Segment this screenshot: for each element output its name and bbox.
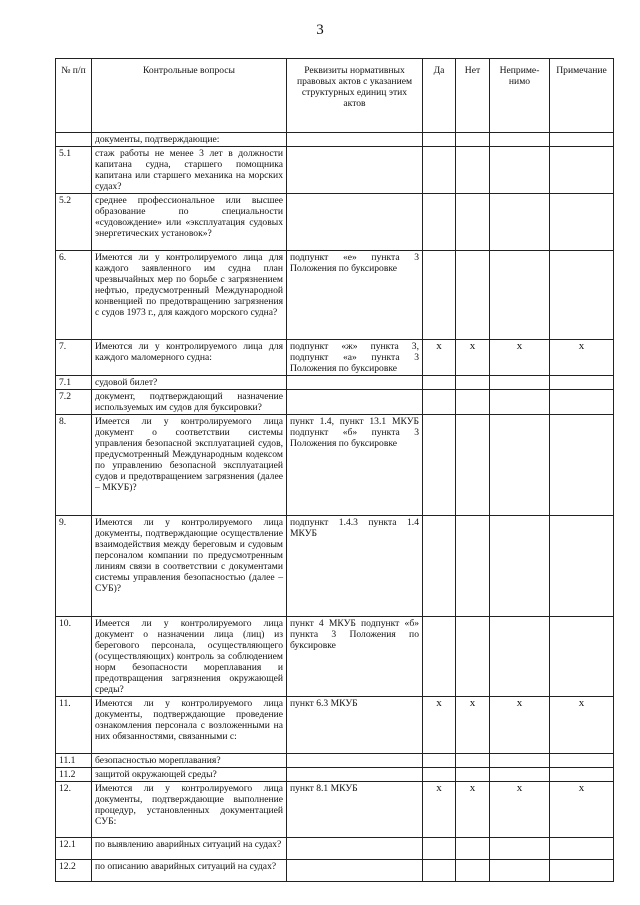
row-yes bbox=[423, 754, 456, 768]
row-question: Имеются ли у контролируемого лица для каждого маломерного судна: bbox=[92, 340, 287, 376]
row-yes bbox=[423, 617, 456, 697]
row-note bbox=[550, 415, 614, 516]
row-requisites: пункт 6.3 МКУБ bbox=[287, 697, 423, 754]
table-row bbox=[56, 754, 614, 768]
row-number bbox=[56, 133, 92, 147]
row-note bbox=[550, 754, 614, 768]
row-na bbox=[490, 754, 550, 768]
page-number: 3 bbox=[316, 22, 324, 38]
row-na bbox=[490, 617, 550, 697]
row-no bbox=[456, 415, 490, 516]
row-note bbox=[550, 390, 614, 415]
row-note: х bbox=[550, 697, 614, 754]
row-question: документы, подтверждающие: bbox=[92, 133, 287, 147]
row-requisites bbox=[287, 376, 423, 390]
row-na bbox=[490, 516, 550, 617]
row-yes bbox=[423, 415, 456, 516]
header-na: Непримeнимо bbox=[490, 59, 550, 133]
row-number: 11.2 bbox=[56, 768, 92, 782]
row-number: 7.2 bbox=[56, 390, 92, 415]
row-question: Имеется ли у контролируемого лица документ о назначении лица (лиц) из берегового персонала, осуществляющего (осуществляющих) контроль за соблюдением норм безопасности мореплавания и предотвращения загрязнения окружающей среды? bbox=[92, 617, 287, 697]
row-na: х bbox=[490, 340, 550, 376]
table-header-row bbox=[56, 59, 614, 133]
row-yes bbox=[423, 838, 456, 860]
row-yes: х bbox=[423, 340, 456, 376]
row-question: Имеются ли у контролируемого лица документы, подтверждающие выполнение процедур, установленных документацией СУБ: bbox=[92, 782, 287, 838]
row-requisites bbox=[287, 838, 423, 860]
table-row bbox=[56, 516, 614, 617]
row-requisites bbox=[287, 860, 423, 882]
row-no bbox=[456, 754, 490, 768]
row-note bbox=[550, 251, 614, 340]
row-no bbox=[456, 768, 490, 782]
table-row bbox=[56, 782, 614, 838]
row-number: 12. bbox=[56, 782, 92, 838]
row-no bbox=[456, 194, 490, 251]
row-yes bbox=[423, 516, 456, 617]
row-question: защитой окружающей среды? bbox=[92, 768, 287, 782]
table-row bbox=[56, 376, 614, 390]
row-requisites: пункт 1.4, пункт 13.1 МКУБ подпункт «б» пункта 3 Положения по буксировке bbox=[287, 415, 423, 516]
row-na bbox=[490, 838, 550, 860]
row-number: 12.2 bbox=[56, 860, 92, 882]
header-question: Контрольные вопросы bbox=[92, 59, 287, 133]
row-yes bbox=[423, 376, 456, 390]
header-note: Примечание bbox=[550, 59, 614, 133]
row-number: 5.2 bbox=[56, 194, 92, 251]
header-no: Нет bbox=[456, 59, 490, 133]
row-na bbox=[490, 147, 550, 194]
row-na bbox=[490, 860, 550, 882]
row-no bbox=[456, 251, 490, 340]
row-note bbox=[550, 133, 614, 147]
row-number: 11.1 bbox=[56, 754, 92, 768]
row-yes bbox=[423, 251, 456, 340]
row-na bbox=[490, 768, 550, 782]
row-requisites: пункт 8.1 МКУБ bbox=[287, 782, 423, 838]
row-note bbox=[550, 147, 614, 194]
row-requisites bbox=[287, 768, 423, 782]
row-na bbox=[490, 251, 550, 340]
table-row bbox=[56, 415, 614, 516]
row-number: 11. bbox=[56, 697, 92, 754]
row-note bbox=[550, 768, 614, 782]
row-na bbox=[490, 133, 550, 147]
row-question: стаж работы не менее 3 лет в должности капитана судна, старшего помощника капитана или старшего механика на морских судах? bbox=[92, 147, 287, 194]
row-number: 5.1 bbox=[56, 147, 92, 194]
row-number: 12.1 bbox=[56, 838, 92, 860]
row-question: Имеются ли у контролируемого лица документы, подтверждающие осуществление взаимодействия между береговым и судовым персоналом компании по предусмотренным линиям связи в соответствии с документами системы управления безопасностью (далее – СУБ)? bbox=[92, 516, 287, 617]
row-note: х bbox=[550, 782, 614, 838]
header-num: № п/п bbox=[56, 59, 92, 133]
row-requisites bbox=[287, 194, 423, 251]
row-na bbox=[490, 390, 550, 415]
row-na bbox=[490, 376, 550, 390]
row-no bbox=[456, 147, 490, 194]
row-number: 7.1 bbox=[56, 376, 92, 390]
table-row bbox=[56, 390, 614, 415]
row-requisites bbox=[287, 133, 423, 147]
row-number: 6. bbox=[56, 251, 92, 340]
row-no bbox=[456, 390, 490, 415]
row-requisites: пункт 4 МКУБ подпункт «б» пункта 3 Положения по буксировке bbox=[287, 617, 423, 697]
row-no bbox=[456, 860, 490, 882]
row-no: х bbox=[456, 340, 490, 376]
table-row bbox=[56, 340, 614, 376]
row-question: Имеются ли у контролируемого лица документы, подтверждающие проведение ознакомления персонала с возложенными на них обязанностями, связанными с: bbox=[92, 697, 287, 754]
row-number: 8. bbox=[56, 415, 92, 516]
row-yes: х bbox=[423, 697, 456, 754]
row-question: судовой билет? bbox=[92, 376, 287, 390]
row-note bbox=[550, 617, 614, 697]
row-requisites bbox=[287, 390, 423, 415]
table-row bbox=[56, 838, 614, 860]
row-note bbox=[550, 194, 614, 251]
header-yes: Да bbox=[423, 59, 456, 133]
row-note bbox=[550, 516, 614, 617]
row-question: Имеются ли у контролируемого лица для каждого заявленного им судна план чрезвычайных мер по борьбе с загрязнением нефтью, предусмотренный Международной конвенцией по предотвращению загрязнения с судов 1973 г., для каждого морского судна? bbox=[92, 251, 287, 340]
row-yes bbox=[423, 390, 456, 415]
row-no bbox=[456, 838, 490, 860]
row-note: х bbox=[550, 340, 614, 376]
table-row bbox=[56, 147, 614, 194]
row-requisites: подпункт «е» пункта 3 Положения по буксировке bbox=[287, 251, 423, 340]
row-note bbox=[550, 838, 614, 860]
table-row bbox=[56, 194, 614, 251]
checklist-table bbox=[55, 58, 614, 882]
row-no: х bbox=[456, 782, 490, 838]
row-requisites bbox=[287, 147, 423, 194]
row-requisites: подпункт «ж» пункта 3, подпункт «а» пункта 3 Положения по буксировке bbox=[287, 340, 423, 376]
table-row bbox=[56, 768, 614, 782]
row-requisites: подпункт 1.4.3 пункта 1.4 МКУБ bbox=[287, 516, 423, 617]
row-requisites bbox=[287, 754, 423, 768]
table-row bbox=[56, 251, 614, 340]
row-note bbox=[550, 860, 614, 882]
table-row bbox=[56, 697, 614, 754]
row-number: 10. bbox=[56, 617, 92, 697]
table-row bbox=[56, 133, 614, 147]
row-question: по описанию аварийных ситуаций на судах? bbox=[92, 860, 287, 882]
row-question: документ, подтверждающий назначение используемых им судов для буксировки? bbox=[92, 390, 287, 415]
row-number: 7. bbox=[56, 340, 92, 376]
row-no: х bbox=[456, 697, 490, 754]
row-na bbox=[490, 194, 550, 251]
row-question: по выявлению аварийных ситуаций на судах? bbox=[92, 838, 287, 860]
row-question: безопасностью мореплавания? bbox=[92, 754, 287, 768]
row-note bbox=[550, 376, 614, 390]
row-question: среднее профессиональное или высшее образование по специальности «судовождение» или «эксплуатация судовых энергетических установок»? bbox=[92, 194, 287, 251]
row-yes: х bbox=[423, 782, 456, 838]
row-no bbox=[456, 133, 490, 147]
row-no bbox=[456, 376, 490, 390]
row-no bbox=[456, 617, 490, 697]
table-row bbox=[56, 617, 614, 697]
row-yes bbox=[423, 133, 456, 147]
row-yes bbox=[423, 860, 456, 882]
row-na: х bbox=[490, 782, 550, 838]
header-requisites: Реквизиты нормативных правовых актов с указанием структурных единиц этих актов bbox=[287, 59, 423, 133]
row-question: Имеется ли у контролируемого лица документ о соответствии системы управления безопасной эксплуатацией судов, предусмотренный Международным кодексом по управлению безопасной эксплуатацией судов и предотвращением загрязнения (далее – МКУБ)? bbox=[92, 415, 287, 516]
table-row bbox=[56, 860, 614, 882]
row-no bbox=[456, 516, 490, 617]
row-yes bbox=[423, 194, 456, 251]
row-number: 9. bbox=[56, 516, 92, 617]
row-yes bbox=[423, 147, 456, 194]
row-yes bbox=[423, 768, 456, 782]
row-na: х bbox=[490, 697, 550, 754]
row-na bbox=[490, 415, 550, 516]
